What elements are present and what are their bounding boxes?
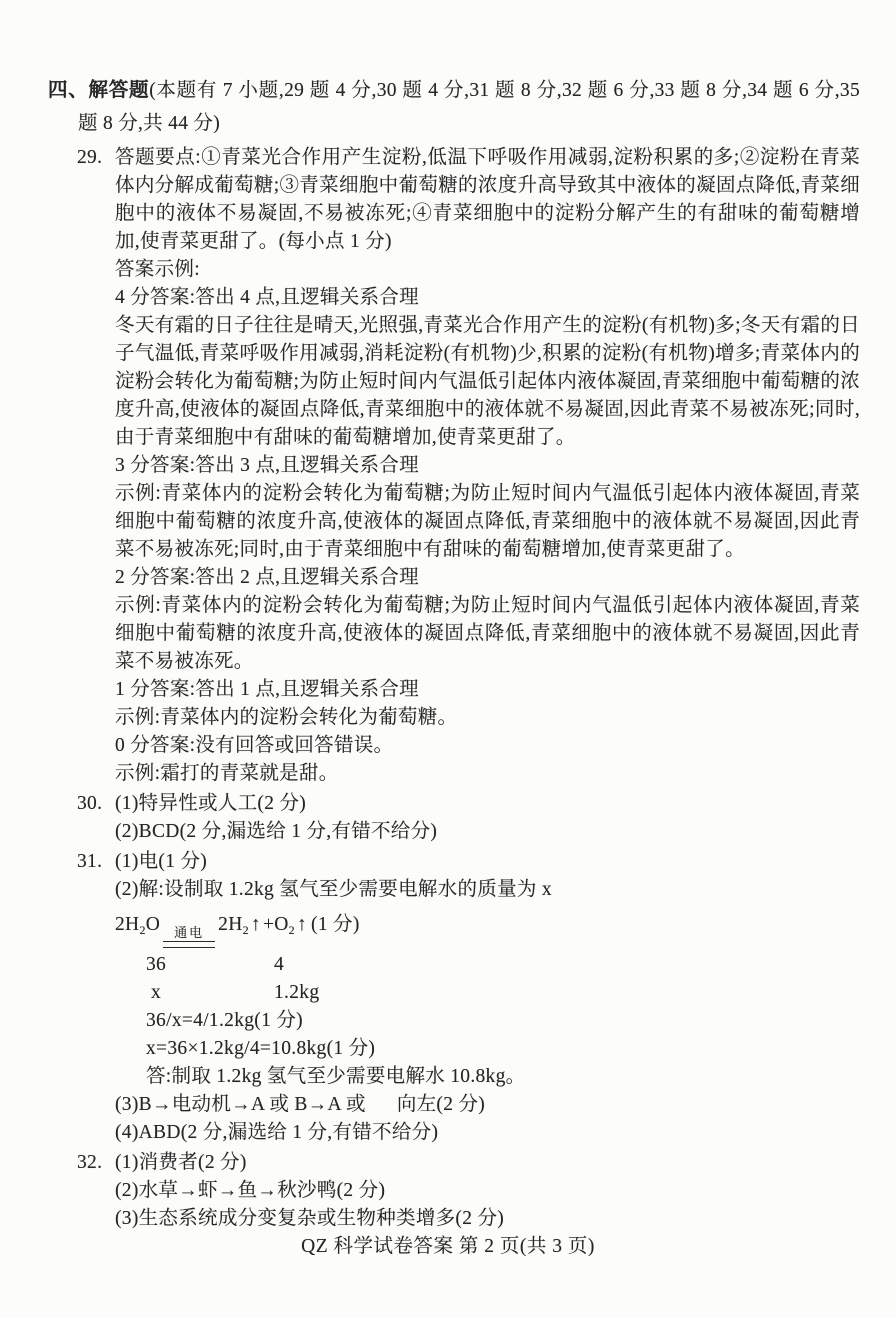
section-title: 四、解答题 <box>48 80 150 101</box>
answer-paragraph: 冬天有霜的日子往往是晴天,光照强,青菜光合作用产生的淀粉(有机物)多;冬天有霜的日子气温低,青菜呼吸作用减弱,消耗淀粉(有机物)少,积累的淀粉(有机物)增多;青菜体内的淀粉会转化为葡萄糖;为防止短时间内气温低引起体内液体凝固,青菜细胞中葡萄糖的浓度升高,使液体的凝固点降低,青菜细胞中的液体就不易凝固,因此青菜不易被冻死;同时,由于青菜细胞中有甜味的葡萄糖增加,使青菜更甜了。 <box>115 315 860 448</box>
section-score-summary: (本题有 7 小题,29 题 4 分,30 题 4 分,31 题 8 分,32 题 6 分,33 题 8 分,34 题 6 分,35 题 8 分,共 44 分) <box>78 80 860 134</box>
answer-paragraph: 答题要点:①青菜光合作用产生淀粉,低温下呼吸作用减弱,淀粉积累的多;②淀粉在青菜体内分解成葡萄糖;③青菜细胞中葡萄糖的浓度升高导致其中液体的凝固点降低,青菜细胞中的液体不易凝固,不易被冻死;④青菜细胞中的淀粉分解产生的有甜味的葡萄糖增加,使青菜更甜了。(每小点 1 分) <box>115 147 860 252</box>
product2-subscript: 2 <box>288 923 295 937</box>
answer-line: (1)消费者(2 分) <box>115 1152 247 1173</box>
plus-sign: + <box>262 914 275 935</box>
answer-line: (2)BCD(2 分,漏选给 1 分,有错不给分) <box>115 821 438 842</box>
ratio-right-value: 4 <box>274 954 285 975</box>
answer-line: (1)电(1 分) <box>115 851 208 872</box>
product2-coefficient: O <box>274 914 289 935</box>
question-32-number: 32. <box>77 1152 103 1173</box>
question-32-block <box>48 1149 860 1233</box>
ratio-left-value: 36 <box>146 954 167 975</box>
ratio-right-value: 1.2kg <box>274 982 320 1003</box>
product1-subscript: 2 <box>242 923 249 937</box>
reaction-condition <box>163 926 215 948</box>
reactant-tail: O <box>145 914 161 935</box>
answer-line: (3)B→电动机→A 或 B→A 或 向左(2 分) <box>115 1094 486 1115</box>
question-32-content <box>115 1149 860 1233</box>
gas-up-arrow-icon: ↑ <box>296 914 308 935</box>
ratio-left-value: x <box>151 982 162 1003</box>
question-29-content <box>115 144 860 788</box>
question-31-content <box>115 848 860 1147</box>
answer-line: (3)生态系统成分变复杂或生物种类增多(2 分) <box>115 1208 505 1229</box>
question-29-number: 29. <box>77 147 103 168</box>
condition-label: 通电 <box>174 925 205 940</box>
question-31-number: 31. <box>77 851 103 872</box>
equation-score: (1 分) <box>311 914 360 935</box>
mole-ratio-row <box>146 951 860 979</box>
mole-ratio-row <box>146 979 860 1007</box>
answer-paragraph: 1 分答案:答出 1 点,且逻辑关系合理 <box>115 679 419 700</box>
answer-paragraph: 3 分答案:答出 3 点,且逻辑关系合理 <box>115 455 419 476</box>
answer-paragraph: 示例:霜打的青菜就是甜。 <box>115 763 339 784</box>
question-30-block <box>48 790 860 846</box>
reactant-subscript: 2 <box>139 923 146 937</box>
equals-double-bar <box>163 941 215 948</box>
chemical-equation-line <box>115 911 860 948</box>
answer-paragraph: 答案示例: <box>115 259 200 280</box>
gas-up-arrow-icon: ↑ <box>250 914 261 935</box>
product1-coefficient: 2H <box>218 914 243 935</box>
reactant-coefficient: 2H <box>115 914 140 935</box>
answer-line: (2)水草→虾→鱼→秋沙鸭(2 分) <box>115 1180 386 1201</box>
chemical-equation <box>115 914 360 940</box>
question-31-block <box>48 848 860 1147</box>
answer-paragraph: 示例:青菜体内的淀粉会转化为葡萄糖。 <box>115 707 458 728</box>
answer-paragraph: 0 分答案:没有回答或回答错误。 <box>115 735 394 756</box>
calculation-line: 36/x=4/1.2kg(1 分) <box>146 1010 303 1031</box>
page-footer: QZ 科学试卷答案 第 2 页(共 3 页) <box>301 1236 595 1257</box>
answer-paragraph: 4 分答案:答出 4 点,且逻辑关系合理 <box>115 287 419 308</box>
document-body <box>48 74 860 1233</box>
question-29-block <box>48 144 860 788</box>
answer-paragraph: 2 分答案:答出 2 点,且逻辑关系合理 <box>115 567 419 588</box>
answer-sentence: 答:制取 1.2kg 氢气至少需要电解水 10.8kg。 <box>146 1066 526 1087</box>
section-header <box>48 74 860 140</box>
answer-paragraph: 示例:青菜体内的淀粉会转化为葡萄糖;为防止短时间内气温低引起体内液体凝固,青菜细胞中葡萄糖的浓度升高,使液体的凝固点降低,青菜细胞中的液体就不易凝固,因此青菜不易被冻死;同时,由于青菜细胞中有甜味的葡萄糖增加,使青菜更甜了。 <box>115 483 860 560</box>
answer-paragraph: 示例:青菜体内的淀粉会转化为葡萄糖;为防止短时间内气温低引起体内液体凝固,青菜细胞中葡萄糖的浓度升高,使液体的凝固点降低,青菜细胞中的液体就不易凝固,因此青菜不易被冻死。 <box>115 595 860 672</box>
question-30-content <box>115 790 860 846</box>
question-30-number: 30. <box>77 793 103 814</box>
answer-line: (2)解:设制取 1.2kg 氢气至少需要电解水的质量为 x <box>115 879 552 900</box>
calculation-line: x=36×1.2kg/4=10.8kg(1 分) <box>146 1038 376 1059</box>
answer-line: (1)特异性或人工(2 分) <box>115 793 307 814</box>
answer-line: (4)ABD(2 分,漏选给 1 分,有错不给分) <box>115 1122 439 1143</box>
